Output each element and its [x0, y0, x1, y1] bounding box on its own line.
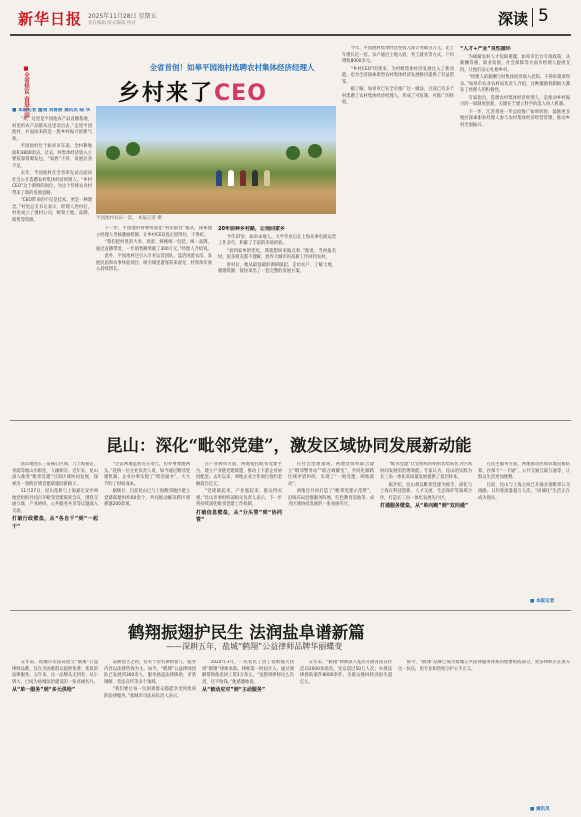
paragraph: 为破解农村人才短缺难题，如皋市出台专项政策，从薪酬待遇、职业发展、社会保障等方面为经理人提供支持，让他们安心扎根乡村。 [460, 54, 570, 73]
article2-column-1 [12, 462, 98, 606]
feature-column-mid-right [218, 226, 336, 414]
side-label: ■全省热议 奋进中国 [23, 66, 29, 118]
article2-column-6 [478, 462, 570, 598]
paragraph: 下一步，平园池村将继续深化“村企联营”模式，探索建立经理人考核激励机制，让乡村CEO真正留得住、干得好。 [96, 226, 212, 238]
page-number: 5 [538, 6, 549, 26]
photo-person [216, 170, 222, 186]
photo-person [240, 170, 246, 186]
article2-column-4 [288, 462, 374, 606]
paragraph: 两地还共同打造了“毗邻党建示范带”，沿线布局党群服务阵地、红色教育基地等，成为区域协同发展的一张亮丽名片。 [288, 489, 374, 508]
feature-headline-main: 乡村来了 [118, 80, 215, 106]
paragraph: “党建联起来，产业强起来，群众得实惠。”昆山市委组织部相关负责人表示，下一步将持续深化毗邻党建工作机制。 [196, 489, 282, 508]
issue-date: 2025年11月28日 星期五 [88, 13, 157, 20]
paragraph: 在社会治理领域，两地党组织联合建立“毗邻警务站”“联合调解室”，共同化解跨区域矛盾纠纷，实现了“一地受理、两地联动”。 [288, 462, 374, 487]
paragraph: “我们要让每一位困难群众都能享受到优质的法律服务。”盐城市司法局负责人表示。 [104, 687, 196, 699]
paragraph: “乡村CEO”的到来，为村级集体经济发展注入了新动能，也为全省探索新型农村集体经济发展路径提供了有益借鉴。 [342, 66, 454, 85]
feature-column-right-1 [342, 46, 454, 414]
article2-column-3 [196, 462, 282, 606]
paragraph: “过去两地虽然近在咫尺，但办事要跑两头。”花桥一位企业负责人说，如今通过毗邻党建机制，企业办事实现了“跨省通办”，大大节约了时间成本。 [104, 462, 190, 487]
article2-column-2 [104, 462, 190, 606]
feature-kicker: 全省首创！如皋平园池村选聘农村集体经济经理人 [149, 63, 315, 72]
article2-subhead: 打破行政壁垒，从“各自干”到“一起干” [12, 516, 98, 530]
paragraph: “看到家乡的变化，我就想回来做点事。”他说，当初报名时，很多朋友都不理解，放弃大城市的高薪工作回到农村。 [218, 248, 336, 261]
paragraph: 据介绍，昆山将以毗邻党建为抓手，深化与上海在科技创新、人才交流、生态保护等领域合作，打造长三角一体化发展先行区。 [380, 482, 472, 501]
photo-tree [308, 144, 322, 158]
paragraph: 目前，昆山与上海之间已开通多条毗邻公交线路，日均客流量超万人次，“同城化”生活正在成为现实。 [478, 482, 570, 501]
paragraph: 如今，“鹤翔”品牌已成为盐城公共法律服务体系的重要组成部分，更多律师正在加入这一队伍，用专业和热忱守护公平正义。 [398, 660, 570, 672]
feature-column-right-2 [460, 46, 570, 414]
photo-tree [126, 142, 140, 156]
paragraph: 五年来，“鹤翔”律师深入基层开展普法宣传活动2000余场次，受众超过50万人次；办理法律援助案件8000余件，为群众挽回经济损失超亿元。 [300, 660, 392, 685]
photo-person [228, 170, 234, 186]
article2-headline: 昆山：深化“毗邻党建”，激发区域协同发展新动能 [106, 436, 472, 455]
top-rule [10, 34, 571, 36]
feature-photo [96, 106, 336, 214]
article3-subhead: 从“被动应对”到“主动服务” [202, 687, 266, 694]
article2-author: ■ 本报记者 [530, 599, 555, 604]
photo-tree [286, 146, 300, 160]
feature-lead-column [12, 108, 92, 414]
article3-column-3 [202, 660, 294, 810]
feature-byline: ■ 本报记者 董翔 刘春燕 通讯员 陆 华 [12, 108, 91, 113]
paragraph: “我们把村里的大米、鸡蛋、鲜桃统一包装、统一品牌，通过直播带货，一年销售额突破了300万元。”经理人介绍说。 [96, 240, 212, 252]
section-rule [10, 420, 571, 421]
photo-person [252, 170, 258, 186]
feature-headline [118, 76, 267, 107]
editor-line: 责任编辑 版式编辑 校对 [88, 21, 136, 26]
masthead [0, 0, 581, 36]
paragraph: 据统计，目前昆山已与上海毗邻地区建立党建联建组织60余个，共同推动解决跨区域难题200余项。 [104, 489, 190, 508]
section-title: 深读 [498, 10, 529, 28]
article3-author: ■ 通讯员 [530, 807, 550, 812]
paragraph: 在民生服务方面，两地推动医保异地直接结算、社保卡“一卡通”、公共交通互联互通等，让群众生活更加便利。 [478, 462, 570, 481]
article3-subheadline: ——深耕五年，盐城“鹤翔”公益律师品牌华丽蝶变 [166, 642, 343, 651]
paragraph: 在产业协同方面，两地依托毗邻党建平台，建立产业链党建联盟，推动上下游企业协同配套。去年以来，两地企业合作项目签约金额超百亿元。 [196, 462, 282, 487]
paragraph: 去年，平园池村在全省率先试点面向社会公开选聘农村集体经济经理人。“乡村CEO”这个新鲜的岗位，为这个传统农业村带来了新的发展思路。 [12, 171, 92, 196]
article2-subhead: 打通服务壁垒，从“单向跑”到“双向通” [380, 503, 469, 510]
paragraph: 进村后，他从最基础的调研做起，走访农户、了解土地、梳理资源，很快拿出了一套完整的发展方案。 [218, 262, 336, 275]
feature-subhead: 20年前种乡村路，让他回家乡 [218, 226, 285, 232]
photo-tree [106, 146, 120, 160]
feature-headline-accent: CEO [214, 81, 267, 106]
article3-column-5 [398, 660, 570, 810]
article3-column-4 [300, 660, 392, 810]
newspaper-logo: 新华日报 [18, 10, 83, 28]
article3-column-2 [104, 660, 196, 810]
paragraph: 今年，平园池村集体经营性收入预计突破百万元，比上年增长近一倍。农户通过土地入股、务工就业等方式，户均增收8000多元。 [342, 46, 454, 65]
paragraph: 下一步，江苏将进一步总结推广如皋经验，鼓励更多地区探索职业经理人参与农村集体经济经营管理，推动乡村全面振兴。 [460, 109, 570, 128]
paragraph: 品牌创立之初，仅有十余名律师参与，服务内容以法律咨询为主。如今，“鹤翔”公益律师团队已发展到300余人，服务涵盖法律援助、矛盾调解、普法宣传等多个领域。 [104, 660, 196, 685]
article3-column-1 [12, 660, 98, 810]
article3-headline: 鹤翔振翅护民生 法润盐阜谱新篇 [128, 623, 365, 642]
photo-caption: 平园池村农田一景。 本报记者 摄 [96, 216, 162, 221]
paragraph: 昆山地处长三角核心区域，与上海嘉定、青浦等地山水相连、人缘相亲。近年来，昆山深入推进“毗邻党建”引领区域协同发展，探索出一条跨区域党建联建的新路子。 [12, 462, 98, 487]
paragraph: 今年37岁，如皋本地人。大学毕业后在上海从事电商运营工作多年，积累了丰富的市场经验。 [218, 234, 336, 247]
paragraph: 据了解，如皋市已在全市推广这一做法，目前已有多个村选聘了农村集体经济经理人，形成了可复制、可推广的经验。 [342, 87, 454, 106]
paragraph: “经理人的薪酬与村集体经济收入挂钩，干得好就拿得多。”如皋市农业农村局负责人介绍，这种激励机制极大激发了经理人的积极性。 [460, 75, 570, 94]
article2-subhead: 打破信息壁垒，从“分头管”到“协同管” [196, 509, 282, 524]
article3-subhead: 从“单一服务”到“多元供给” [12, 687, 76, 694]
paragraph: “来，这里是平园池农产品直播基地，村里的农产品都从这里卖出去。”走进平园池村，扑面而来的是一股乡村振兴的新气象。 [12, 116, 92, 142]
page-separator [532, 8, 533, 27]
paragraph: 五年前，盐城市司法局创立“鹤翔”公益律师品牌，旨在为困难群众提供免费、优质的法律服务。五年来，这一品牌从无到有、从小到大，已成为盐城法治建设的一张亮丽名片。 [12, 660, 98, 685]
paragraph: 平园池村位于如皋市东南，全村耕地面积3800余亩。过去，村集体经济收入主要依靠资源发包，“家底”不厚、发展后劲不足。 [12, 144, 92, 169]
feature-subhead: “人才+产业”良性循环 [460, 46, 511, 52]
paragraph: 专家指出，选聘农村集体经济经理人，是推动乡村振兴的一项制度创新，关键在于建立科学的选人用人机制。 [460, 95, 570, 108]
article2-column-5 [380, 462, 472, 606]
feature-column-mid-left [96, 226, 212, 414]
paragraph: “CEO带来的不仅是技术，更是一种理念。”村党总支书记表示，经理人进村后，村里成立了强村公司，统筹土地、品牌、销售等资源。 [12, 198, 92, 223]
paragraph: 2024年3月，一名农民工因工资被拖欠找到“鹤翔”律师求助。律师第一时间介入，通过调解帮助他追回工资3万余元。“没想到律师这么负责，还不收钱。”他感激地说。 [202, 660, 294, 685]
section-rule [10, 610, 571, 611]
photo-person [264, 170, 270, 186]
paragraph: “毗邻党建”让党组织的组织优势转化为区域协同发展的治理效能。专家认为，昆山的实践为长三角一体化高质量发展提供了基层样本。 [380, 462, 472, 481]
paragraph: 此外，平园池村还引入专业运营团队，盘活闲置农房，发展民宿和农事体验项目，吸引城里游客前来观光，村集体年收入持续增长。 [96, 254, 212, 273]
paragraph: 11月27日，昆山花桥与上海嘉定安亭两地党组织共同召开毗邻党建联席会议，围绕交通互联、产业协同、公共服务共享等议题深入交流。 [12, 489, 98, 514]
